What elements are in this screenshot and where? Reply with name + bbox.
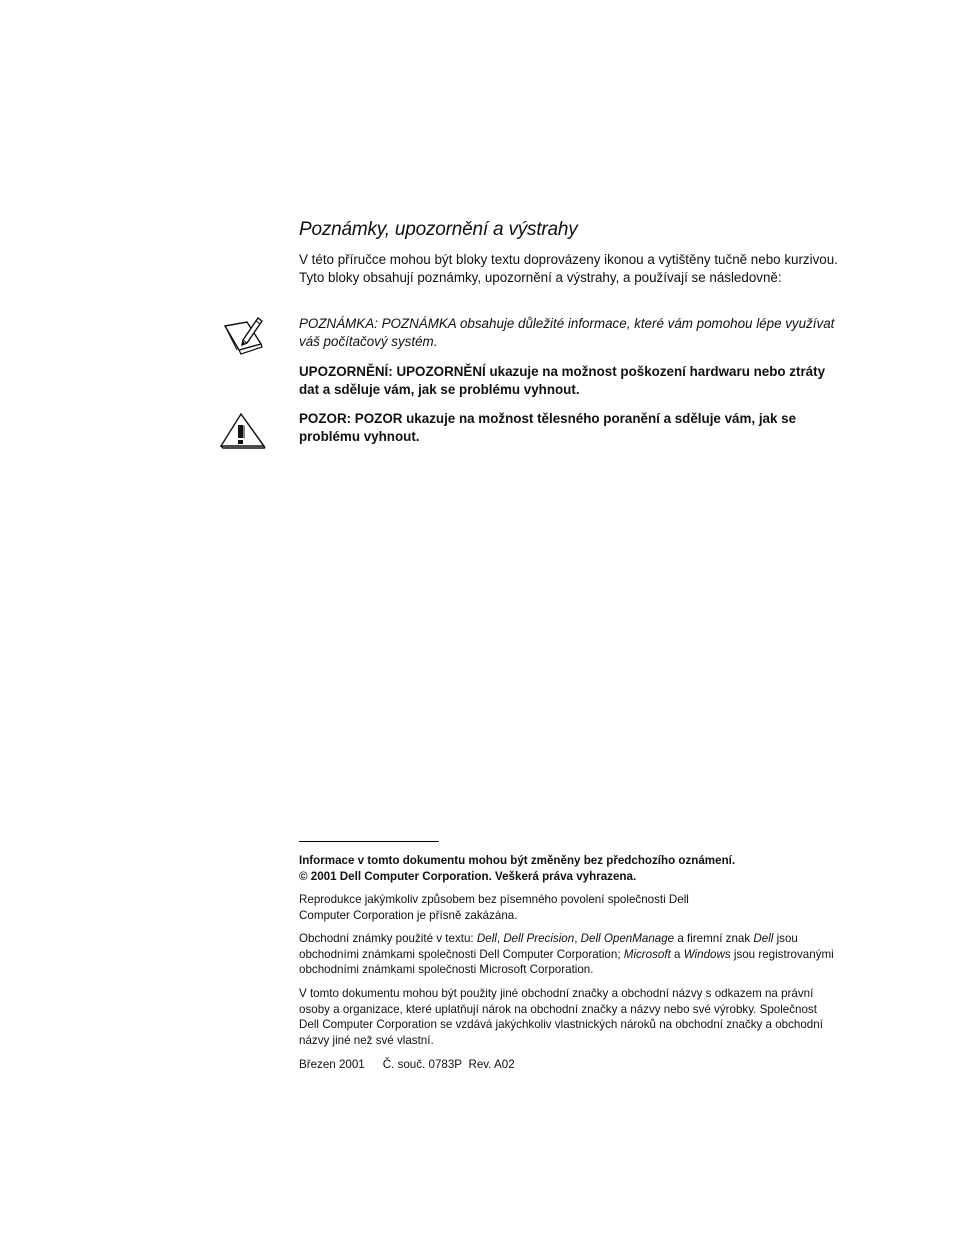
trademark-microsoft: Microsoft — [623, 947, 671, 961]
reproduction-notice: Reprodukce jakýmkoliv způsobem bez písemného povolení společnosti Dell Computer Corporation je přísně zakázána. — [299, 893, 689, 922]
caution-text: POZOR: POZOR ukazuje na možnost tělesného poranění a sděluje vám, jak se problému vyhnout. — [299, 411, 797, 444]
publication-info — [299, 1057, 839, 1073]
footer-divider — [299, 841, 439, 842]
trademark-text: a — [670, 947, 684, 961]
change-notice — [299, 853, 839, 884]
trademark-text: jsou obchodními známkami společnosti Dell Computer Corporation; — [299, 932, 798, 961]
info-line: Informace v tomto dokumentu mohou být změněny bez předchozího oznámení. — [299, 854, 736, 867]
other-names-notice: V tomto dokumentu mohou být použity jiné obchodní značky a obchodní názvy s odkazem na právní osoby a organizace, které uplatňují nárok na obchodní značky a názvy nebo své výrobky. Společnost Dell Computer Corporation se vzdává jakýchkoliv vlastnických nároků na obchodní značky a obchodní názvy jiné než své vlastní. — [299, 987, 823, 1047]
trademark-text: a firemní znak — [674, 932, 754, 945]
trademark-lead: Obchodní známky použité v textu: — [299, 932, 477, 945]
trademark-dell: Dell — [476, 932, 497, 945]
separator: , — [496, 932, 504, 945]
part-number: Č. souč. 0783P — [382, 1058, 463, 1071]
trademark-dell-logo: Dell — [753, 932, 774, 945]
trademark-windows: Windows — [683, 947, 731, 961]
copyright-line: © 2001 Dell Computer Corporation. Veškerá práva vyhrazena. — [299, 869, 637, 883]
trademark-notice — [299, 931, 839, 978]
note-text: POZNÁMKA: POZNÁMKA obsahuje důležité informace, které vám pomohou lépe využívat váš počítačový systém. — [299, 316, 835, 349]
trademark-dell-openmanage: Dell OpenManage — [580, 932, 675, 945]
publication-date: Březen 2001 — [299, 1058, 365, 1071]
trademark-text: jsou registrovanými obchodními známkami společnosti Microsoft Corporation. — [299, 947, 834, 976]
intro-paragraph: V této příručce mohou být bloky textu doprovázeny ikonou a vytištěny tučně nebo kurzivou. Tyto bloky obsahují poznámky, upozornění a výstrahy, a používají se následovně: — [299, 252, 838, 285]
note-pencil-icon — [221, 314, 265, 356]
notice-text: UPOZORNĚNÍ: UPOZORNĚNÍ ukazuje na možnost poškození hardwaru nebo ztráty dat a sděluje vám, jak se problému vyhnout. — [299, 364, 826, 397]
revision: Rev. A02 — [468, 1058, 515, 1071]
section-heading: Poznámky, upozornění a výstrahy — [299, 219, 578, 240]
separator: , — [574, 932, 581, 945]
warning-triangle-icon — [219, 411, 267, 451]
trademark-dell-precision: Dell Precision — [503, 932, 575, 945]
